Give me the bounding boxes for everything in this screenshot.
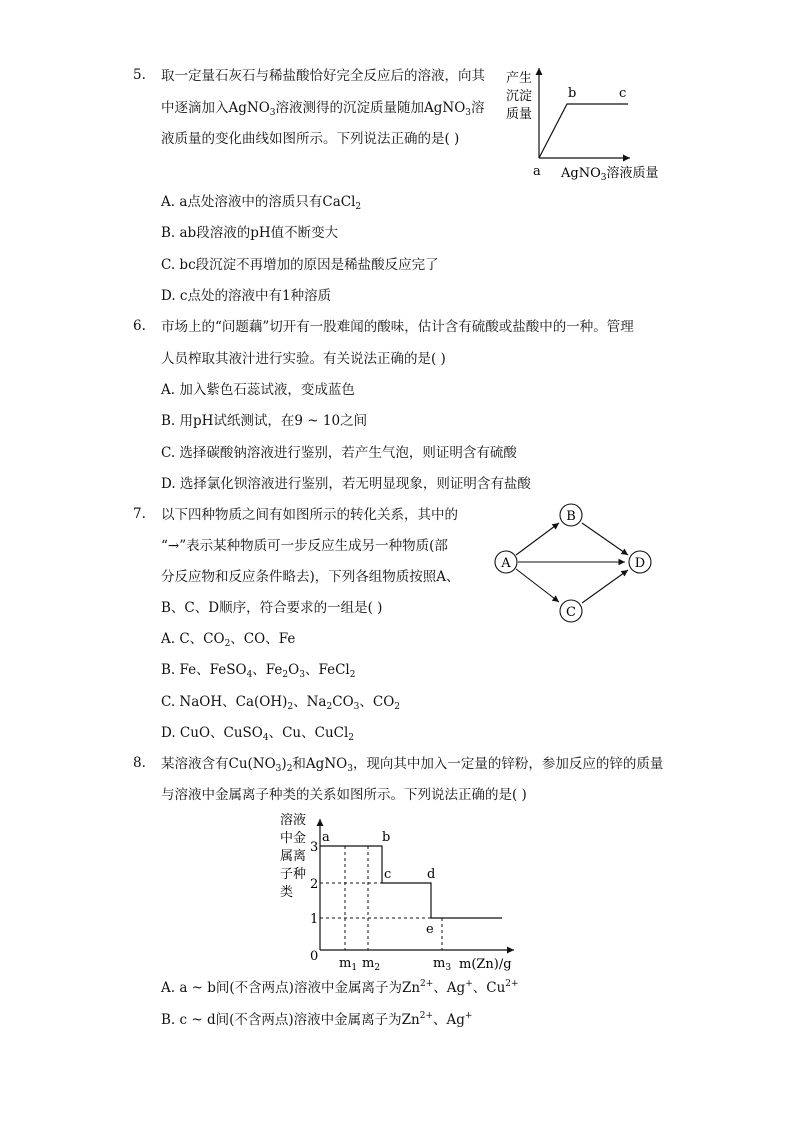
q5-stem-line1: 取一定量石灰石与稀盐酸恰好完全反应后的溶液，向其 bbox=[161, 68, 485, 84]
q7-option-c: C. NaOH、$Ca(OH)_2$、$Na_2CO_3$、$CO_2$ bbox=[161, 694, 401, 712]
arrow-c-d bbox=[582, 570, 628, 603]
q7-stem-line2: “→”表示某种物质可一步反应生成另一种物质(部 bbox=[161, 538, 448, 554]
q8-xlabel: m(Zn)/g bbox=[459, 957, 512, 972]
q8-point-c: c bbox=[384, 867, 392, 882]
q8-xtick-m3: $m_3$ bbox=[433, 956, 452, 973]
arrow-b-d bbox=[582, 523, 628, 555]
q5-option-b: B. ab段溶液的pH值不断变大 bbox=[161, 225, 339, 241]
q5-curve bbox=[539, 104, 628, 158]
q5-ylabel-3: 质量 bbox=[506, 107, 533, 122]
q8-ylabel-2: 中金 bbox=[280, 831, 307, 846]
q6-number: 6. bbox=[133, 318, 146, 334]
q8-point-e: e bbox=[426, 922, 434, 937]
q8-ytick-1: 1 bbox=[310, 912, 319, 927]
q8-point-b: b bbox=[382, 830, 391, 845]
q8-ytick-0: 0 bbox=[310, 949, 319, 964]
q5-option-c: C. bc段沉淀不再增加的原因是稀盐酸反应完了 bbox=[161, 257, 439, 273]
q5-point-a: a bbox=[533, 164, 541, 179]
q7-diagram bbox=[485, 498, 665, 628]
q5-stem-line3: 液质量的变化曲线如图所示。下列说法正确的是( ) bbox=[161, 131, 460, 147]
q8-point-d: d bbox=[427, 867, 436, 882]
q8-step-line bbox=[320, 846, 502, 918]
q7-number: 7. bbox=[133, 506, 146, 522]
q6-stem-line2: 人员榨取其液汁进行实验。有关说法正确的是( ) bbox=[161, 351, 446, 367]
q5-option-a: A. a点处溶液中的溶质只有CaCl$_2$ bbox=[161, 194, 362, 212]
q5-chart bbox=[500, 60, 670, 185]
q8-option-b: B. c ~ d间(不含两点)溶液中金属离子为$Zn^{2+}$、Ag+ bbox=[161, 1011, 473, 1028]
q8-ylabel-4: 子种 bbox=[280, 867, 307, 882]
node-d-label: D bbox=[634, 556, 646, 571]
q8-xtick-m1: $m_1$ bbox=[339, 956, 358, 973]
node-c-label: C bbox=[566, 605, 576, 620]
q7-option-b: B. Fe、FeSO$_4$、$Fe_2O_3$、FeCl$_2$ bbox=[161, 662, 356, 680]
q6-option-a: A. 加入紫色石蕊试液，变成蓝色 bbox=[161, 382, 355, 398]
arrow-a-b bbox=[516, 523, 559, 555]
q7-stem-line4: B、C、D顺序，符合要求的一组是( ) bbox=[161, 600, 383, 616]
q5-xlabel: AgNO$_3$溶液质量 bbox=[561, 166, 659, 183]
q8-ylabel-1: 溶液 bbox=[280, 813, 307, 828]
q6-option-c: C. 选择碳酸钠溶液进行鉴别，若产生气泡，则证明含有硫酸 bbox=[161, 445, 517, 461]
q8-number: 8. bbox=[133, 755, 146, 771]
q8-ylabel-3: 属离 bbox=[280, 849, 307, 864]
q8-chart bbox=[270, 805, 530, 975]
q8-ylabel-5: 类 bbox=[280, 885, 294, 900]
q5-ylabel-2: 沉淀 bbox=[506, 89, 533, 104]
q5-number: 5. bbox=[133, 67, 146, 83]
node-b-label: B bbox=[566, 509, 576, 524]
q5-point-b: b bbox=[568, 86, 577, 101]
node-a-label: A bbox=[501, 556, 511, 571]
q8-option-a: A. a ~ b间(不含两点)溶液中金属离子为$Zn^{2+}$、Ag+、$Cu^{2+}$ bbox=[161, 979, 519, 996]
q8-point-a: a bbox=[322, 830, 330, 845]
q8-ytick-3: 3 bbox=[310, 840, 319, 855]
q5-ylabel-1: 产生 bbox=[506, 71, 533, 86]
q7-stem-line3: 分反应物和反应条件略去)，下列各组物质按照A、 bbox=[161, 569, 460, 585]
q6-option-b: B. 用pH试纸测试，在9 ~ 10之间 bbox=[161, 413, 368, 429]
q8-stem-line1: 某溶液含有$Cu(NO_3)_2$和AgNO$_3$，现向其中加入一定量的锌粉，参加反应的锌的质量 bbox=[161, 756, 664, 774]
q5-option-d: D. c点处的溶液中有1种溶质 bbox=[161, 288, 332, 304]
q8-xtick-m2: $m_2$ bbox=[362, 956, 381, 973]
q5-stem-line2: 中逐滴加入AgNO$_3$溶液测得的沉淀质量随加AgNO$_3$溶 bbox=[161, 100, 485, 118]
q5-point-c: c bbox=[619, 86, 627, 101]
q7-option-d: D. CuO、CuSO$_4$、Cu、CuCl$_2$ bbox=[161, 725, 355, 743]
q6-option-d: D. 选择氯化钡溶液进行鉴别，若无明显现象，则证明含有盐酸 bbox=[161, 476, 531, 492]
arrow-a-c bbox=[516, 569, 559, 602]
q7-stem-line1: 以下四种物质之间有如图所示的转化关系，其中的 bbox=[161, 507, 458, 523]
q8-stem-line2: 与溶液中金属离子种类的关系如图所示。下列说法正确的是( ) bbox=[161, 787, 527, 803]
q6-stem-line1: 市场上的“问题藕”切开有一股难闻的酸味，估计含有硫酸或盐酸中的一种。管理 bbox=[161, 319, 634, 335]
q8-ytick-2: 2 bbox=[310, 877, 319, 892]
q7-option-a: A. C、$CO_2$、CO、Fe bbox=[161, 631, 296, 649]
